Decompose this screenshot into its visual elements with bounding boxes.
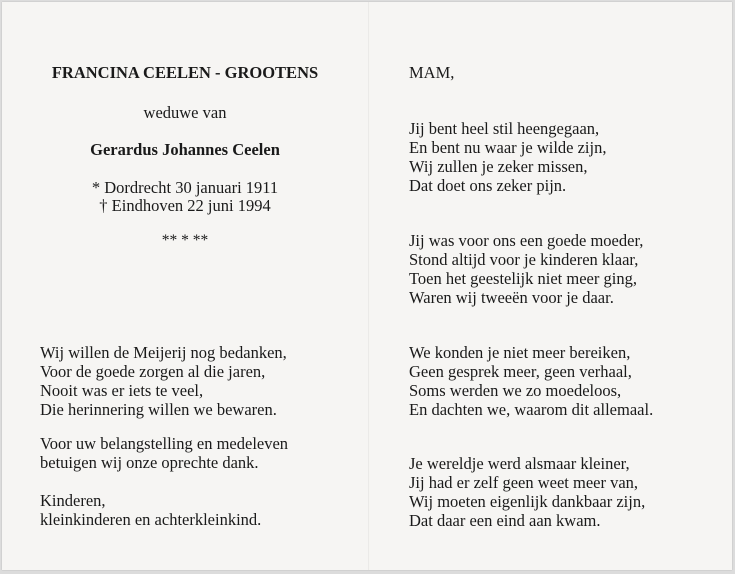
poem-line: Waren wij tweeën voor je daar. — [409, 288, 614, 307]
birth-line: * Dordrecht 30 januari 1911 — [91, 178, 279, 197]
death-line: † Eindhoven 22 juni 1994 — [99, 196, 271, 215]
poem-line: Stond altijd voor je kinderen klaar, — [409, 250, 639, 269]
poem-line: Jij was voor ons een goede moeder, — [409, 231, 644, 250]
poem-line: En bent nu waar je wilde zijn, — [409, 138, 607, 157]
poem-line: Dat doet ons zeker pijn. — [409, 176, 567, 195]
poem-line: Toen het geestelijk niet meer ging, — [409, 269, 637, 288]
poem-line: Wij moeten eigenlijk dankbaar zijn, — [409, 492, 646, 511]
salutation: MAM, — [409, 63, 455, 82]
spouse-name: Gerardus Johannes Ceelen — [90, 140, 280, 159]
separator-stars: ** * ** — [161, 232, 209, 249]
poem-line: Dat daar een eind aan kwam. — [409, 511, 601, 530]
family-line: Kinderen, — [40, 491, 106, 510]
poem-line: Jij bent heel stil heengegaan, — [409, 119, 600, 138]
verse-line: Voor de goede zorgen al die jaren, — [40, 362, 266, 381]
poem-line: Je wereldje werd alsmaar kleiner, — [409, 454, 630, 473]
memorial-card — [2, 2, 732, 570]
verse-line: Die herinnering willen we bewaren. — [40, 400, 277, 419]
poem-line: Soms werden we zo moedeloos, — [409, 381, 622, 400]
deceased-name: FRANCINA CEELEN - GROOTENS — [51, 63, 319, 82]
widow-of-label: weduwe van — [143, 103, 227, 122]
poem-line: Geen gesprek meer, geen verhaal, — [409, 362, 632, 381]
poem-line: Jij had er zelf geen weet meer van, — [409, 473, 639, 492]
thanks-line: Voor uw belangstelling en medeleven — [40, 434, 289, 453]
verse-line: Wij willen de Meijerij nog bedanken, — [40, 343, 287, 362]
poem-line: Wij zullen je zeker missen, — [409, 157, 588, 176]
verse-line: Nooit was er iets te veel, — [40, 381, 204, 400]
poem-line: We konden je niet meer bereiken, — [409, 343, 631, 362]
family-line: kleinkinderen en achterkleinkind. — [40, 510, 262, 529]
thanks-line: betuigen wij onze oprechte dank. — [40, 453, 259, 472]
poem-line: En dachten we, waarom dit allemaal. — [409, 400, 654, 419]
card-fold — [368, 2, 370, 570]
